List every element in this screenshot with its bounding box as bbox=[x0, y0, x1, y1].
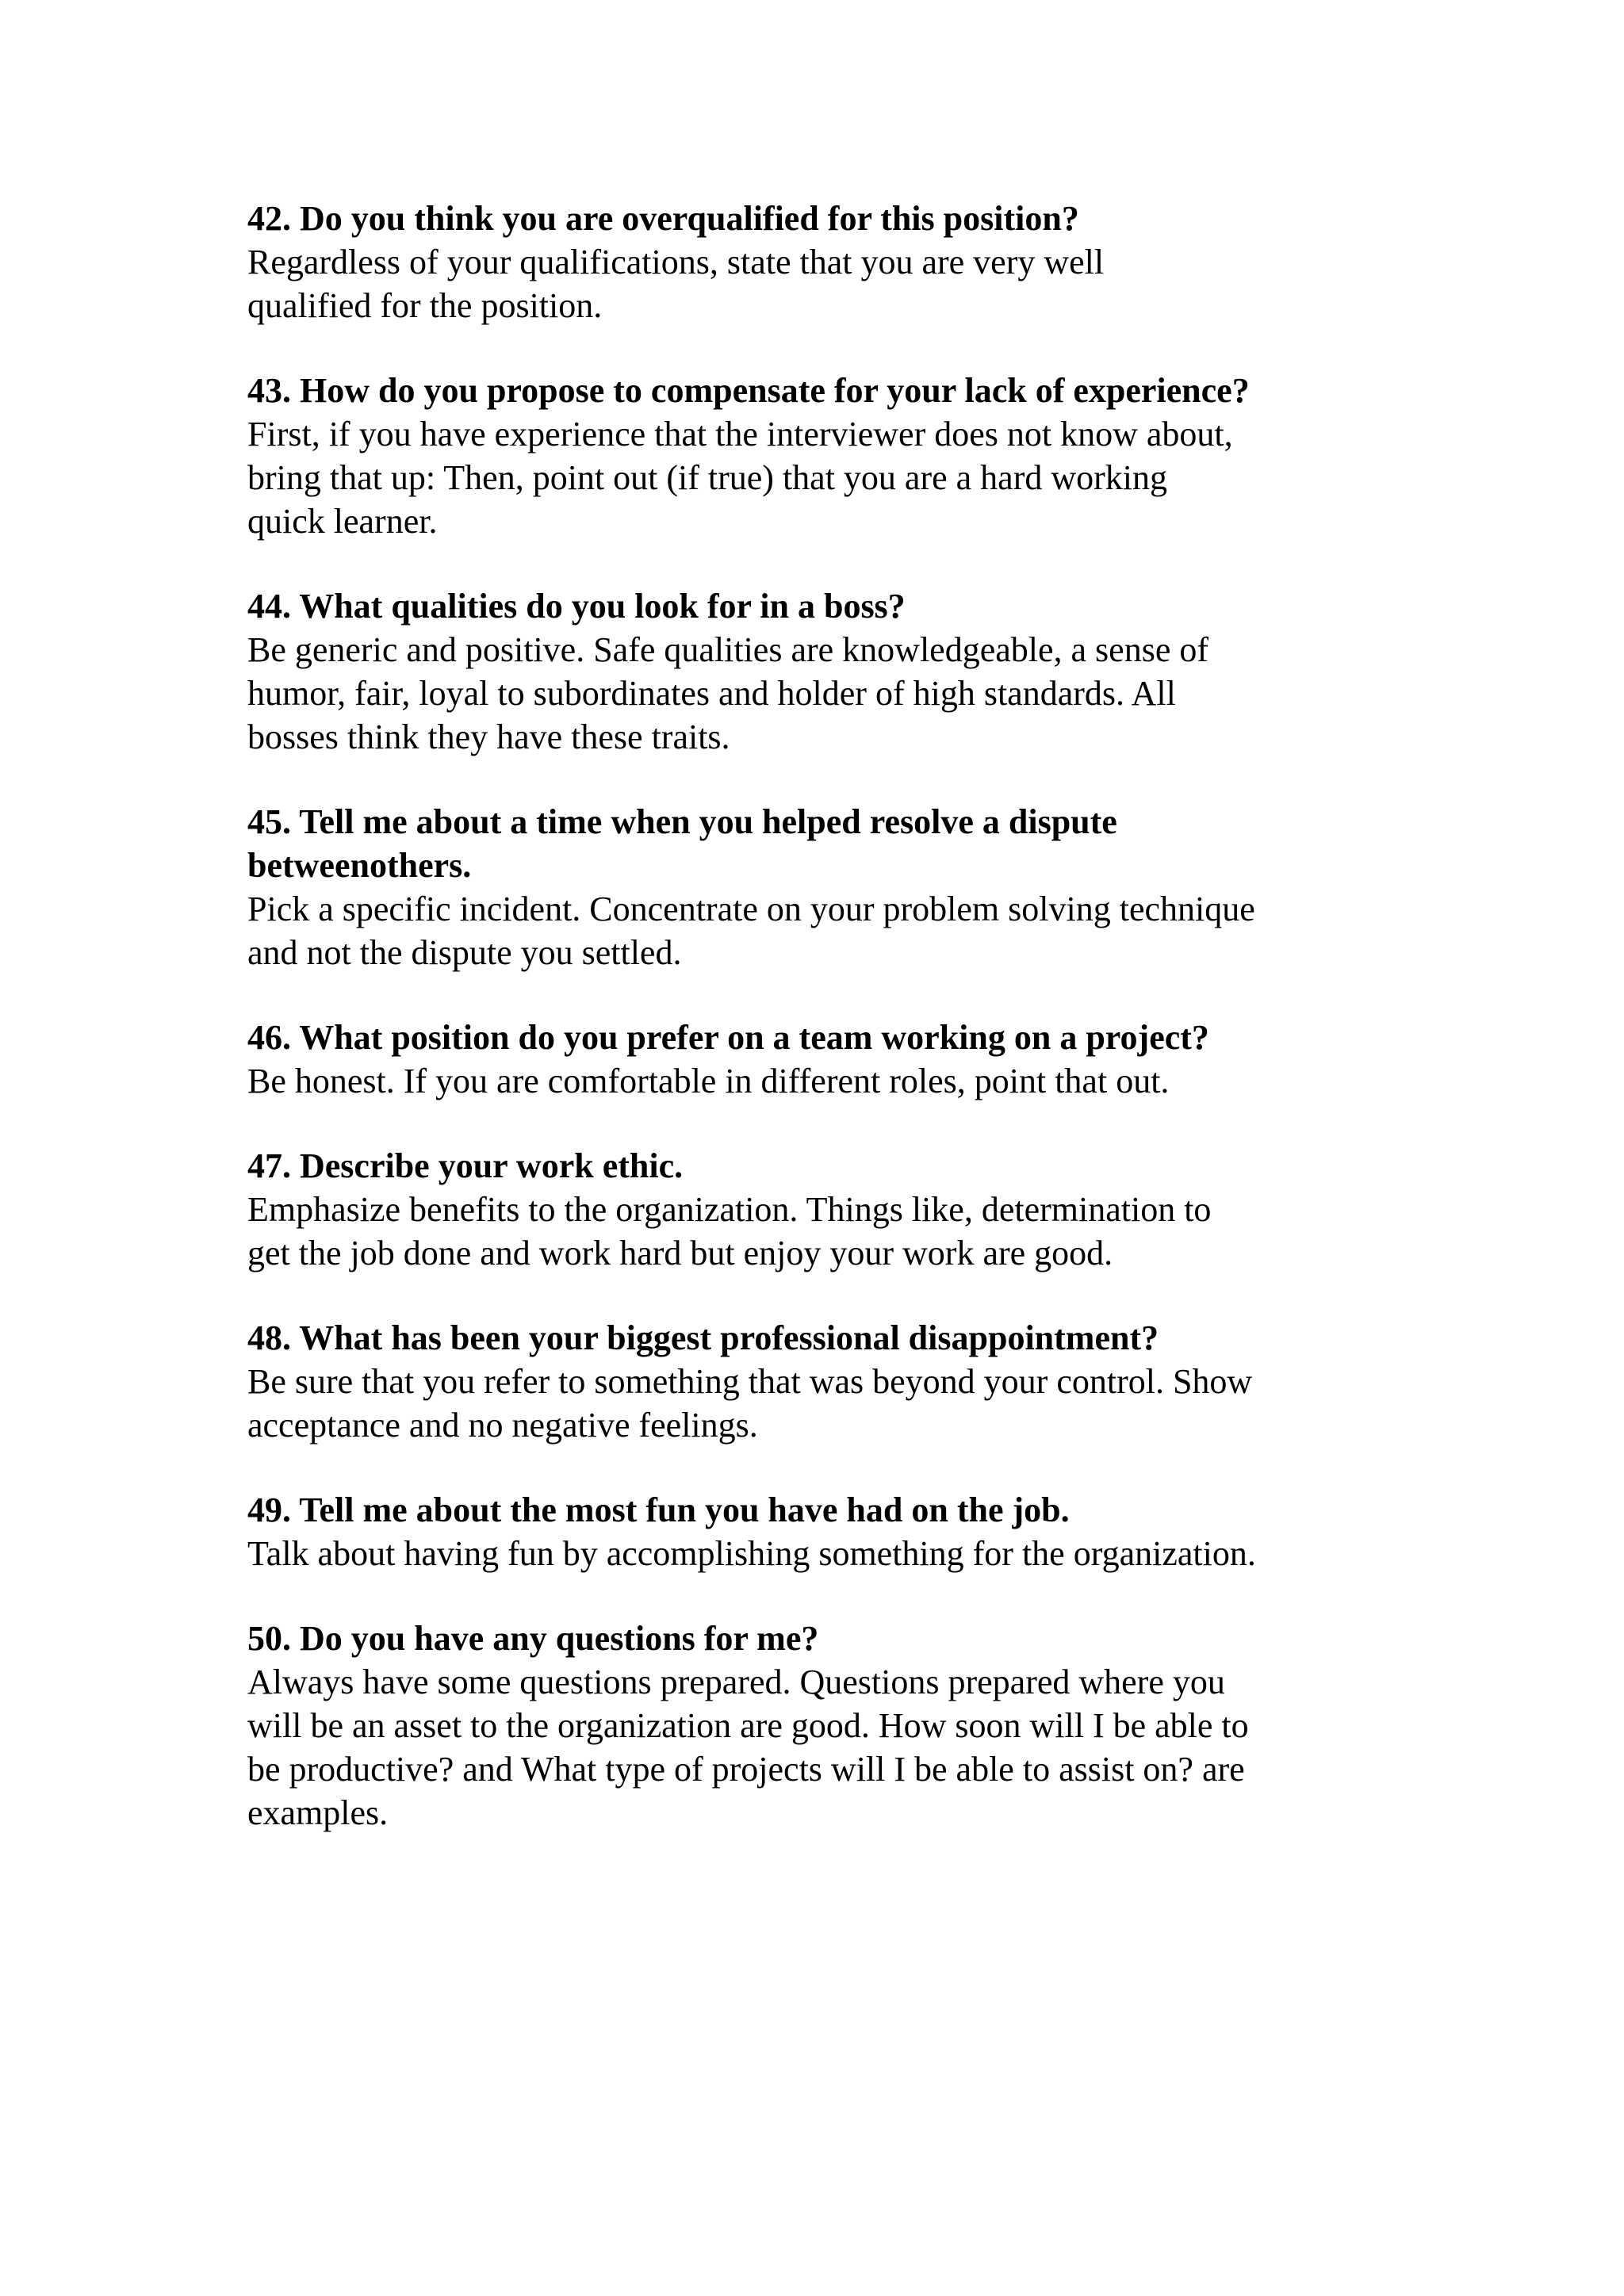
answer-text: Talk about having fun by accomplishing something for the organization. bbox=[247, 1534, 1256, 1573]
answer-text: Pick a specific incident. Concentrate on your problem solving technique and not the dispute you settled. bbox=[247, 890, 1255, 972]
question-heading: 50. Do you have any questions for me? bbox=[247, 1619, 819, 1658]
answer-text: Regardless of your qualifications, state that you are very well qualified for the position. bbox=[247, 243, 1105, 325]
qa-item-45 bbox=[247, 800, 1389, 974]
question-heading: 45. Tell me about a time when you helped resolve a dispute betweenothers. bbox=[247, 802, 1117, 885]
question-heading: 48. What has been your biggest professional disappointment? bbox=[247, 1318, 1159, 1357]
qa-item-49 bbox=[247, 1488, 1389, 1575]
question-heading: 44. What qualities do you look for in a boss? bbox=[247, 587, 906, 626]
question-heading: 47. Describe your work ethic. bbox=[247, 1146, 684, 1185]
answer-text: Be honest. If you are comfortable in different roles, point that out. bbox=[247, 1062, 1170, 1100]
qa-item-50 bbox=[247, 1617, 1389, 1835]
question-heading: 46. What position do you prefer on a team working on a project? bbox=[247, 1018, 1209, 1057]
qa-item-44 bbox=[247, 584, 1389, 759]
answer-text: Be generic and positive. Safe qualities are knowledgeable, a sense of humor, fair, loyal to subordinates and holder of high standards. All bosses think they have these traits. bbox=[247, 630, 1208, 756]
answer-text: Emphasize benefits to the organization. Things like, determination to get the job done and work hard but enjoy your work are good. bbox=[247, 1190, 1212, 1272]
document-page bbox=[247, 197, 1389, 1876]
qa-item-47 bbox=[247, 1144, 1389, 1275]
question-heading: 42. Do you think you are overqualified for this position? bbox=[247, 199, 1079, 238]
question-heading: 49. Tell me about the most fun you have had on the job. bbox=[247, 1490, 1070, 1529]
answer-text: First, if you have experience that the interviewer does not know about, bring that up: Then, point out (if true) that you are a hard working quick learner. bbox=[247, 415, 1233, 541]
qa-item-48 bbox=[247, 1316, 1389, 1447]
answer-text: Always have some questions prepared. Questions prepared where you will be an asset to the organization are good. How soon will I be able to be productive? and What type of projects will I be able to assist on? are examples. bbox=[247, 1663, 1249, 1832]
question-heading: 43. How do you propose to compensate for your lack of experience? bbox=[247, 371, 1250, 410]
qa-item-43 bbox=[247, 369, 1389, 543]
qa-item-42 bbox=[247, 197, 1389, 327]
answer-text: Be sure that you refer to something that was beyond your control. Show acceptance and no negative feelings. bbox=[247, 1362, 1253, 1445]
qa-item-46 bbox=[247, 1016, 1389, 1103]
